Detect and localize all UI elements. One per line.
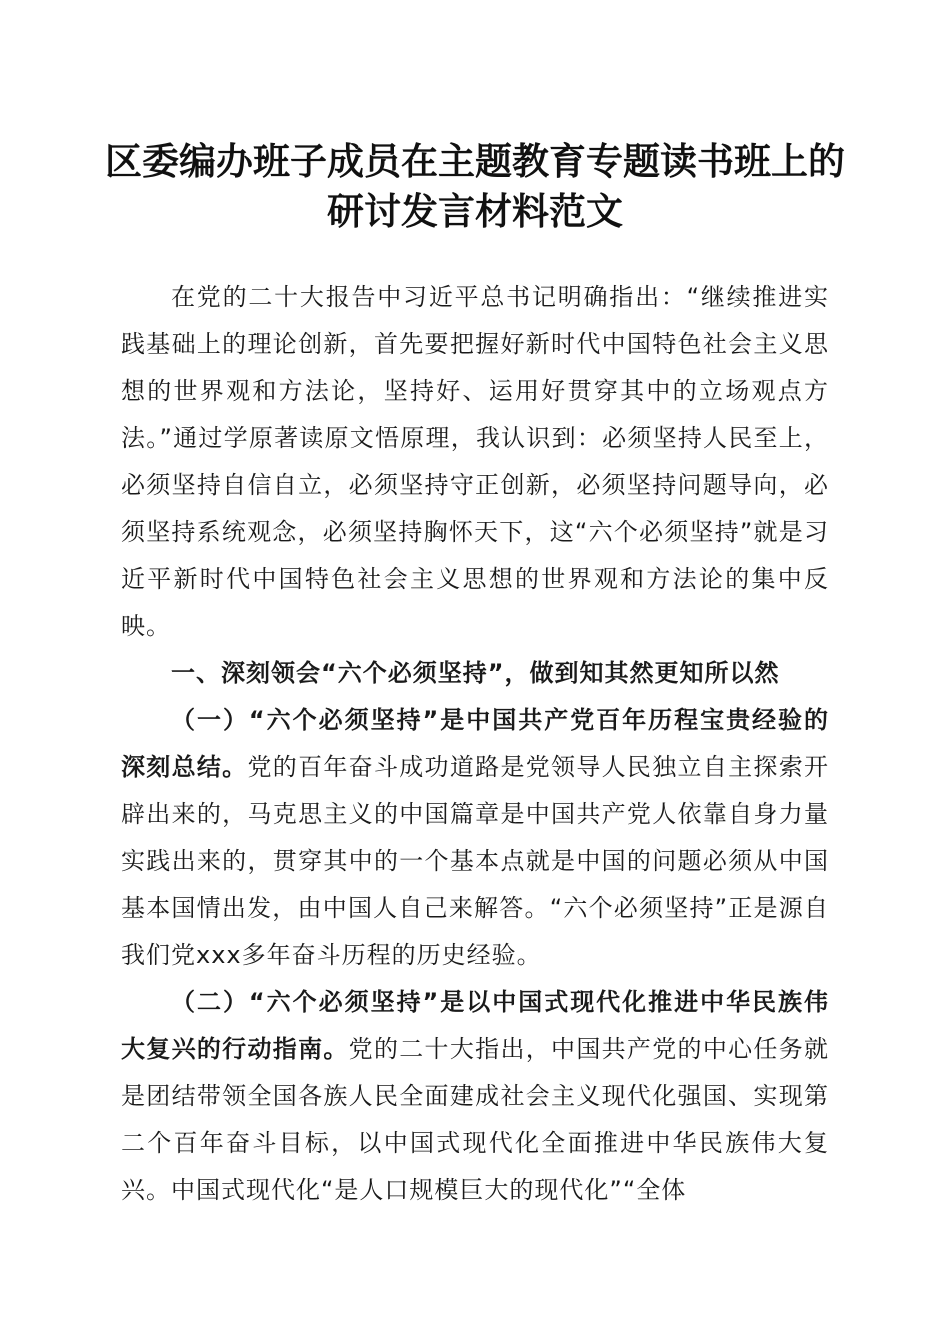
item-2-text: 党的二十大指出，中国共产党的中心任务就是团结带领全国各族人民全面建成社会主义现代化强国、实现第二个百年奋斗目标，以中国式现代化全面推进中华民族伟大复兴。中国式现代化“是人口规模巨大的现代化”“全体 — [121, 1035, 830, 1204]
intro-paragraph: 在党的二十大报告中习近平总书记明确指出：“继续推进实践基础上的理论创新，首先要把握好新时代中国特色社会主义思想的世界观和方法论，坚持好、运用好贯穿其中的立场观点方法。”通过学原著读原文悟原理，我认识到：必须坚持人民至上，必须坚持自信自立，必须坚持守正创新，必须坚持问题导向，必须坚持系统观念，必须坚持胸怀天下，这“六个必须坚持”就是习近平新时代中国特色社会主义思想的世界观和方法论的集中反映。 — [121, 283, 829, 640]
item-1-lead: （一）“六个必须坚持”是中国共产党百年历程宝贵经验的深刻总结。 — [121, 706, 829, 781]
section-heading: 一、深刻领会“六个必须坚持”，做到知其然更知所以然 — [171, 659, 780, 687]
item-2-lead: （二）“六个必须坚持”是以中国式现代化推进中华民族伟大复兴的行动指南。 — [121, 988, 829, 1063]
document-body — [121, 274, 829, 1214]
item-1-text: 党的百年奋斗成功道路是党领导人民独立自主探索开辟出来的，马克思主义的中国篇章是中国共产党人依靠自身力量实践出来的，贯穿其中的一个基本点就是中国的问题必须从中国基本国情出发，由中国人自己来解答。“六个必须坚持”正是源自我们党xxx多年奋斗历程的历史经验。 — [121, 753, 830, 969]
item-2-paragraph — [121, 979, 829, 1214]
item-1-paragraph — [121, 697, 829, 979]
document-title-line-1: 区委编办班子成员在主题教育专题读书班上的 — [105, 139, 845, 183]
document-title-line-2: 研讨发言材料范文 — [327, 189, 623, 233]
